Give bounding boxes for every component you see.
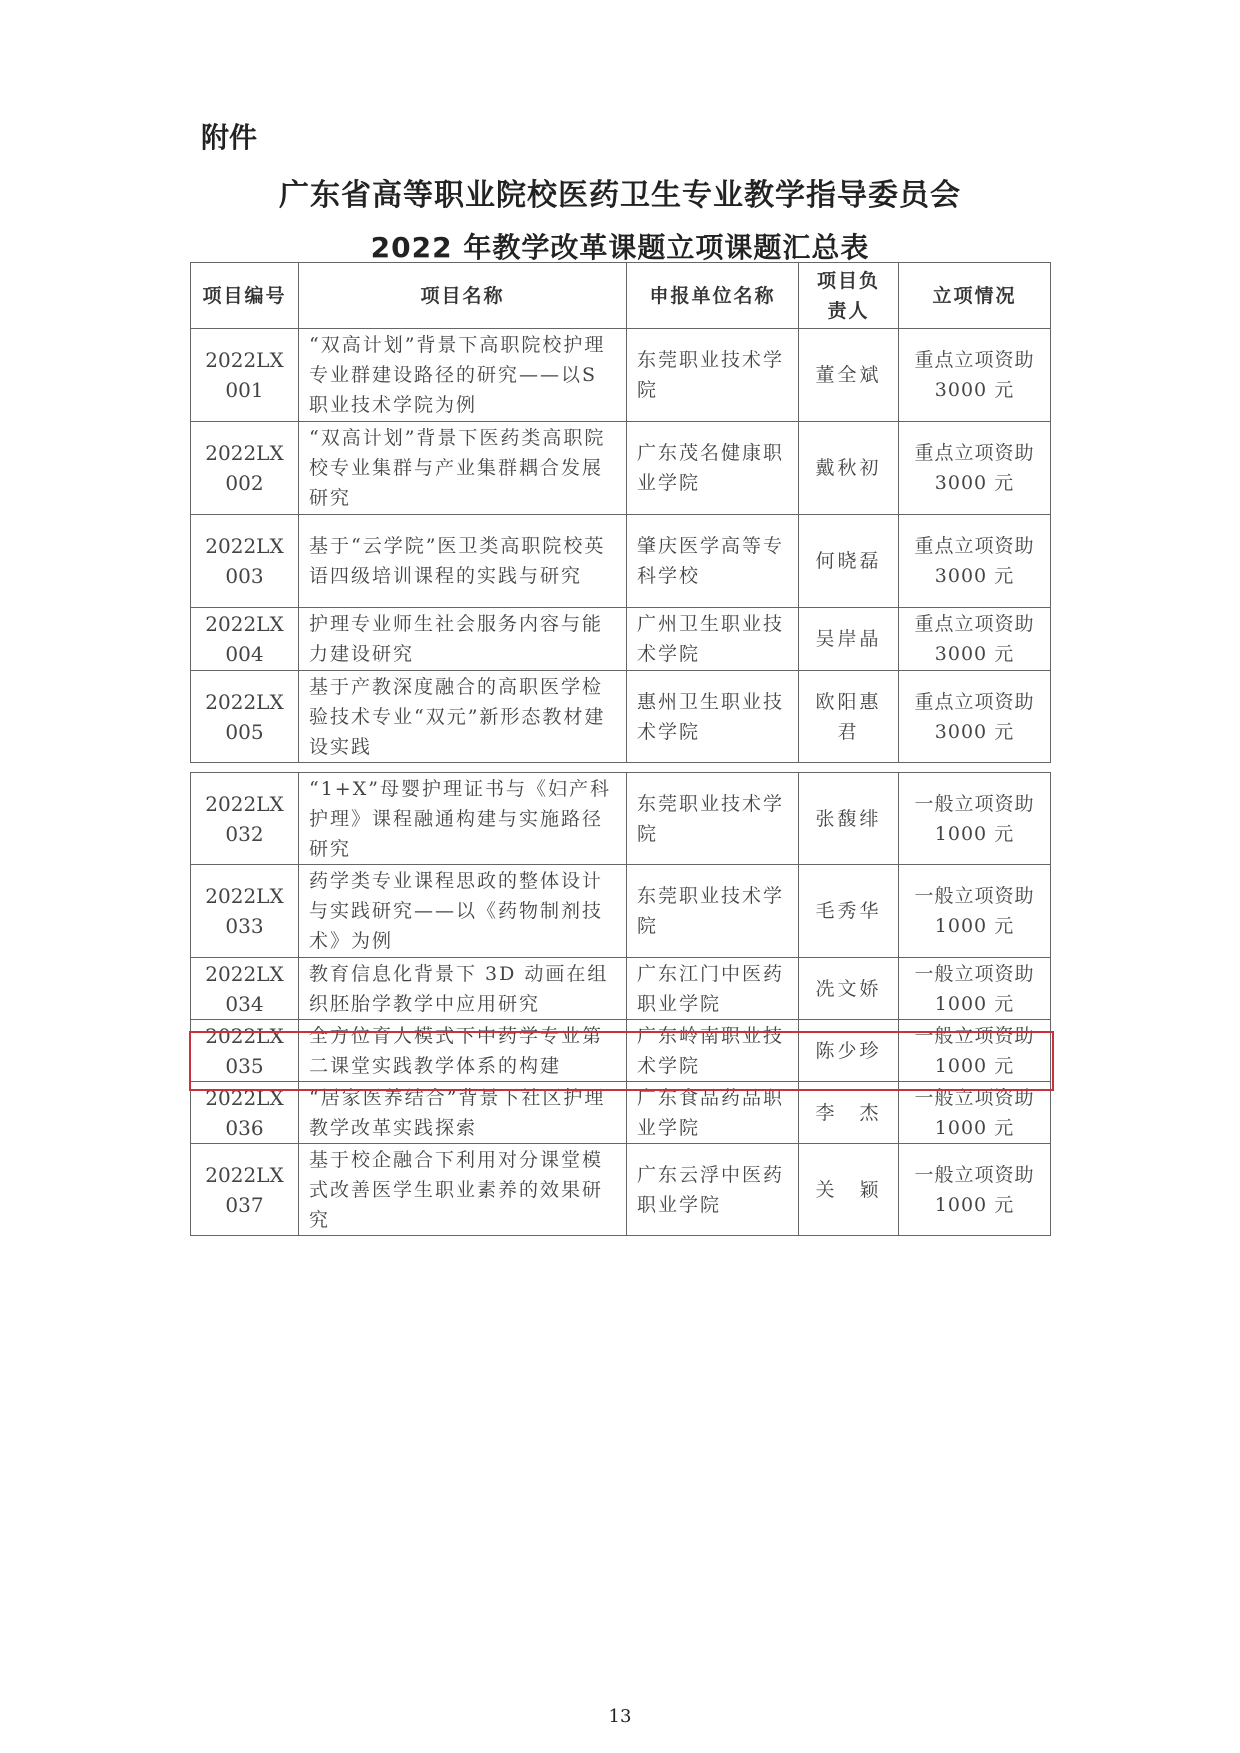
project-name: 基于校企融合下利用对分课堂模式改善医学生职业素养的效果研究 <box>299 1144 627 1236</box>
table-row-highlighted <box>191 1020 1051 1082</box>
project-unit: 东莞职业技术学院 <box>627 865 799 958</box>
projects-table-key <box>190 262 1051 763</box>
page-number: 13 <box>608 1706 632 1727</box>
project-name: “双高计划”背景下医药类高职院校专业集群与产业集群耦合发展研究 <box>299 422 627 515</box>
project-leader: 欧阳惠君 <box>799 671 899 763</box>
project-status: 一般立项资助 1000 元 <box>899 1082 1051 1144</box>
project-no: 2022LX 033 <box>191 865 299 958</box>
project-leader: 李 杰 <box>799 1082 899 1144</box>
project-name: “双高计划”背景下高职院校护理专业群建设路径的研究——以S职业技术学院为例 <box>299 329 627 422</box>
project-leader: 何晓磊 <box>799 515 899 608</box>
project-name: 护理专业师生社会服务内容与能力建设研究 <box>299 608 627 671</box>
project-status: 一般立项资助 1000 元 <box>899 773 1051 865</box>
project-unit: 东莞职业技术学院 <box>627 773 799 865</box>
table-row <box>191 1144 1051 1236</box>
header-cell: 项目编号 <box>191 263 299 329</box>
table-row <box>191 958 1051 1020</box>
project-status: 重点立项资助 3000 元 <box>899 329 1051 422</box>
project-unit: 广东云浮中医药职业学院 <box>627 1144 799 1236</box>
project-status: 一般立项资助 1000 元 <box>899 1144 1051 1236</box>
project-no: 2022LX 032 <box>191 773 299 865</box>
project-name: 药学类专业课程思政的整体设计与实践研究——以《药物制剂技术》为例 <box>299 865 627 958</box>
project-leader: 冼文娇 <box>799 958 899 1020</box>
project-leader: 张馥绯 <box>799 773 899 865</box>
project-unit: 广东食品药品职业学院 <box>627 1082 799 1144</box>
table-row <box>191 773 1051 865</box>
project-status: 重点立项资助 3000 元 <box>899 608 1051 671</box>
project-name: 教育信息化背景下 3D 动画在组织胚胎学教学中应用研究 <box>299 958 627 1020</box>
header-cell: 项目名称 <box>299 263 627 329</box>
project-unit: 广州卫生职业技术学院 <box>627 608 799 671</box>
table-row <box>191 608 1051 671</box>
project-unit: 广东岭南职业技术学院 <box>627 1020 799 1082</box>
project-leader: 戴秋初 <box>799 422 899 515</box>
projects-table-general <box>190 772 1051 1236</box>
document-subtitle: 2022 年教学改革课题立项课题汇总表 <box>370 231 870 264</box>
project-no: 2022LX 037 <box>191 1144 299 1236</box>
project-leader: 关 颖 <box>799 1144 899 1236</box>
project-unit: 广东江门中医药职业学院 <box>627 958 799 1020</box>
project-no: 2022LX 002 <box>191 422 299 515</box>
project-status: 一般立项资助 1000 元 <box>899 958 1051 1020</box>
table-row <box>191 515 1051 608</box>
project-status: 重点立项资助 3000 元 <box>899 671 1051 763</box>
project-name: 基于产教深度融合的高职医学检验技术专业“双元”新形态教材建设实践 <box>299 671 627 763</box>
project-status: 一般立项资助 1000 元 <box>899 1020 1051 1082</box>
project-unit: 广东茂名健康职业学院 <box>627 422 799 515</box>
project-status: 重点立项资助 3000 元 <box>899 422 1051 515</box>
project-status: 重点立项资助 3000 元 <box>899 515 1051 608</box>
project-no: 2022LX 034 <box>191 958 299 1020</box>
project-name: “1+X”母婴护理证书与《妇产科护理》课程融通构建与实施路径研究 <box>299 773 627 865</box>
header-cell: 申报单位名称 <box>627 263 799 329</box>
table-row <box>191 671 1051 763</box>
project-leader: 吴岸晶 <box>799 608 899 671</box>
attachment-label: 附件 <box>201 121 258 154</box>
project-name: 全方位育人模式下中药学专业第二课堂实践教学体系的构建 <box>299 1020 627 1082</box>
table-header-row <box>191 263 1051 329</box>
project-no: 2022LX 004 <box>191 608 299 671</box>
header-cell: 立项情况 <box>899 263 1051 329</box>
document-title: 广东省高等职业院校医药卫生专业教学指导委员会 <box>279 178 961 213</box>
project-leader: 陈少珍 <box>799 1020 899 1082</box>
project-name: “居家医养结合”背景下社区护理教学改革实践探索 <box>299 1082 627 1144</box>
table-row <box>191 422 1051 515</box>
table-row <box>191 329 1051 422</box>
project-no: 2022LX 001 <box>191 329 299 422</box>
project-unit: 惠州卫生职业技术学院 <box>627 671 799 763</box>
project-no: 2022LX 035 <box>191 1020 299 1082</box>
table-row <box>191 865 1051 958</box>
project-no: 2022LX 005 <box>191 671 299 763</box>
project-leader: 董全斌 <box>799 329 899 422</box>
header-cell: 项目负责人 <box>799 263 899 329</box>
project-no: 2022LX 036 <box>191 1082 299 1144</box>
project-unit: 肇庆医学高等专科学校 <box>627 515 799 608</box>
project-no: 2022LX 003 <box>191 515 299 608</box>
project-name: 基于“云学院”医卫类高职院校英语四级培训课程的实践与研究 <box>299 515 627 608</box>
project-leader: 毛秀华 <box>799 865 899 958</box>
table-row <box>191 1082 1051 1144</box>
project-unit: 东莞职业技术学院 <box>627 329 799 422</box>
project-status: 一般立项资助 1000 元 <box>899 865 1051 958</box>
